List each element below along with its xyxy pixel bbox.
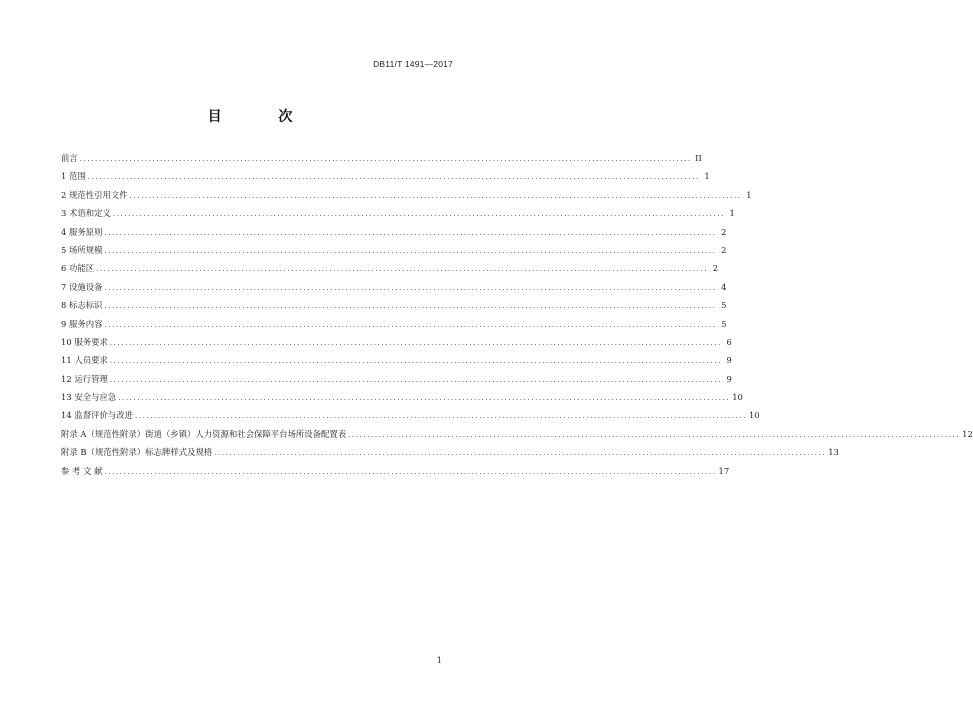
toc-entry[interactable]: [61, 351, 732, 369]
toc-entry-label: 前言: [61, 153, 78, 163]
toc-leader-dots: ................................................................................................................................................................: [109, 338, 722, 347]
toc-entry-page: 4: [721, 281, 727, 292]
toc-entry-label: 2 规范性引用文件: [61, 189, 128, 200]
toc-leader-dots: ................................................................................................................................................................: [109, 375, 722, 384]
toc-entry[interactable]: [61, 388, 743, 406]
toc-leader-dots: ................................................................................................................................................................: [118, 394, 731, 403]
toc-entry-page: 12: [962, 428, 973, 439]
toc-entry-label: 13 安全与应急: [61, 392, 117, 403]
toc-entry-label: 附录 A（规范性附录）街道（乡镇）人力资源和社会保障平台场所设备配置表: [61, 428, 347, 439]
toc-entry-page: 6: [726, 336, 732, 347]
toc-leader-dots: ................................................................................................................................................................: [104, 320, 717, 329]
toc-leader-dots: ................................................................................................................................................................: [79, 155, 692, 163]
toc-entry-label: 5 场所规模: [61, 244, 103, 255]
toc-entry-page: 1: [704, 171, 710, 182]
toc-entry-page: 1: [729, 208, 735, 219]
toc-entry-page: 13: [828, 447, 839, 458]
toc-entry-page: 5: [721, 300, 727, 311]
toc-entry-page: 2: [721, 226, 727, 237]
toc-leader-dots: ................................................................................................................................................................: [214, 449, 827, 458]
toc-entry[interactable]: [61, 333, 732, 351]
toc-leader-dots: ................................................................................................................................................................: [104, 467, 717, 476]
toc-entry-page: 9: [726, 355, 732, 366]
toc-entry-label: 6 功能区: [61, 263, 95, 274]
toc-entry[interactable]: [61, 406, 760, 424]
page-number: 1: [436, 656, 442, 666]
toc-entry-page: II: [695, 153, 702, 163]
toc-leader-dots: ................................................................................................................................................................: [129, 191, 742, 200]
toc-leader-dots: ................................................................................................................................................................: [104, 228, 717, 237]
toc-leader-dots: ................................................................................................................................................................: [112, 210, 725, 219]
toc-entry-label: 7 设施设备: [61, 281, 103, 292]
toc-leader-dots: ................................................................................................................................................................: [134, 412, 747, 421]
toc-leader-dots: ................................................................................................................................................................: [109, 357, 722, 366]
toc-entry[interactable]: [61, 204, 735, 222]
toc-entry-page: 10: [732, 392, 743, 403]
toc-entry[interactable]: [61, 370, 732, 388]
toc-entry[interactable]: [61, 223, 727, 241]
toc-entry-label: 参 考 文 献: [61, 465, 103, 476]
toc-entry-label: 8 标志标识: [61, 300, 103, 311]
toc-entry-label: 3 术语和定义: [61, 208, 111, 219]
toc-entry[interactable]: [61, 278, 727, 296]
toc-entry[interactable]: [61, 462, 730, 480]
toc-leader-dots: ................................................................................................................................................................: [104, 246, 717, 255]
toc-entry[interactable]: [61, 443, 839, 461]
toc-leader-dots: ................................................................................................................................................................: [104, 283, 717, 292]
toc-entry-page: 17: [718, 465, 730, 476]
toc-entry-label: 4 服务原则: [61, 226, 103, 237]
toc-leader-dots: ................................................................................................................................................................: [96, 265, 709, 274]
toc-entry[interactable]: [61, 149, 702, 167]
toc-title: 目 次: [207, 109, 319, 125]
toc-entry-label: 11 人员要求: [61, 355, 108, 366]
toc-entry[interactable]: [61, 167, 710, 185]
toc-entry-page: 5: [721, 318, 727, 329]
toc-entry-label: 9 服务内容: [61, 318, 103, 329]
toc-entry-label: 12 运行管理: [61, 373, 108, 384]
toc-list: [61, 149, 973, 480]
toc-entry[interactable]: [61, 186, 752, 204]
toc-entry-page: 2: [721, 244, 727, 255]
toc-entry[interactable]: [61, 259, 719, 277]
toc-entry-label: 附录 B（规范性附录）标志牌样式及规格: [61, 447, 213, 458]
toc-entry-label: 1 范围: [61, 171, 86, 182]
toc-entry[interactable]: [61, 241, 727, 259]
toc-leader-dots: ................................................................................................................................................................: [348, 430, 961, 439]
toc-entry-page: 1: [746, 189, 752, 200]
toc-entry[interactable]: [61, 315, 727, 333]
toc-entry-page: 9: [726, 373, 732, 384]
toc-leader-dots: ................................................................................................................................................................: [87, 173, 700, 182]
toc-entry-label: 10 服务要求: [61, 336, 108, 347]
standard-code: DB11/T 1491—2017: [373, 59, 453, 69]
toc-entry-label: 14 监督评价与改进: [61, 410, 133, 421]
toc-entry-page: 2: [712, 263, 719, 274]
toc-entry-page: 10: [748, 410, 760, 421]
toc-leader-dots: ................................................................................................................................................................: [104, 302, 717, 311]
toc-entry[interactable]: [61, 296, 727, 314]
toc-entry[interactable]: [61, 425, 973, 443]
